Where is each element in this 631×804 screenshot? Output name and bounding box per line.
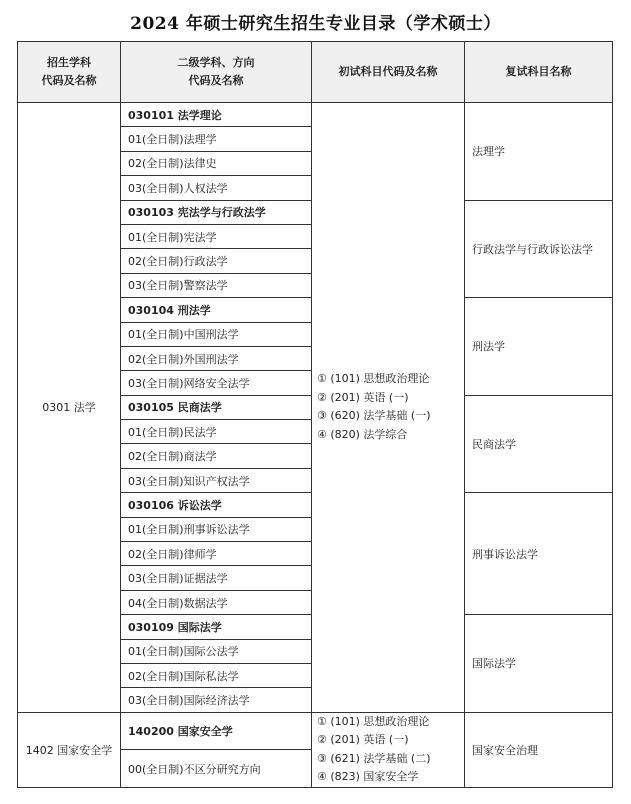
header-retest: 复试科目名称 <box>465 42 613 103</box>
direction-cell: 01(全日制)刑事诉讼法学 <box>121 517 312 541</box>
subdiscipline-code: 030105 民商法学 <box>121 395 312 419</box>
retest-cell: 行政法学与行政诉讼法学 <box>465 200 613 298</box>
header-subdiscipline <box>121 42 312 103</box>
table-row <box>18 712 613 750</box>
exam-subject: ④ (820) 法学综合 <box>317 427 408 441</box>
direction-cell: 00(全日制)不区分研究方向 <box>121 750 312 788</box>
major-cell: 1402 国家安全学 <box>18 712 121 787</box>
exam-subject: ④ (823) 国家安全学 <box>317 770 419 784</box>
direction-cell: 03(全日制)警察法学 <box>121 273 312 297</box>
major-cell: 0301 法学 <box>18 103 121 713</box>
exam-subject: ② (201) 英语 (一) <box>317 390 409 404</box>
direction-cell: 02(全日制)商法学 <box>121 444 312 468</box>
header-major-line1: 招生学科 <box>47 56 91 69</box>
subdiscipline-code: 140200 国家安全学 <box>121 712 312 750</box>
direction-cell: 01(全日制)宪法学 <box>121 224 312 248</box>
direction-cell: 02(全日制)外国刑法学 <box>121 346 312 370</box>
header-initial-exam: 初试科目代码及名称 <box>312 42 465 103</box>
direction-cell: 02(全日制)律师学 <box>121 542 312 566</box>
direction-cell: 03(全日制)人权法学 <box>121 176 312 200</box>
retest-cell: 刑法学 <box>465 298 613 396</box>
retest-cell: 刑事诉讼法学 <box>465 493 613 615</box>
direction-cell: 02(全日制)国际私法学 <box>121 663 312 687</box>
direction-cell: 03(全日制)证据法学 <box>121 566 312 590</box>
header-major <box>18 42 121 103</box>
subdiscipline-code: 030103 宪法学与行政法学 <box>121 200 312 224</box>
retest-cell: 国际法学 <box>465 615 613 713</box>
direction-cell: 01(全日制)国际公法学 <box>121 639 312 663</box>
direction-cell: 04(全日制)数据法学 <box>121 590 312 614</box>
direction-cell: 02(全日制)行政法学 <box>121 249 312 273</box>
initial-exam-cell <box>312 103 465 713</box>
direction-cell: 01(全日制)民法学 <box>121 420 312 444</box>
retest-cell: 国家安全治理 <box>465 712 613 787</box>
initial-exam-cell <box>312 712 465 787</box>
subdiscipline-code: 030106 诉讼法学 <box>121 493 312 517</box>
exam-subject: ③ (621) 法学基础 (二) <box>317 751 431 765</box>
header-sub-line2: 代码及名称 <box>188 74 244 87</box>
subdiscipline-code: 030109 国际法学 <box>121 615 312 639</box>
direction-cell: 01(全日制)中国刑法学 <box>121 322 312 346</box>
exam-subject: ① (101) 思想政治理论 <box>317 372 430 386</box>
page-title: 2024 年硕士研究生招生专业目录（学术硕士） <box>130 14 501 34</box>
table-row <box>18 103 613 127</box>
subdiscipline-code: 030101 法学理论 <box>121 103 312 127</box>
direction-cell: 02(全日制)法律史 <box>121 151 312 175</box>
admissions-table <box>17 41 613 788</box>
subdiscipline-code: 030104 刑法学 <box>121 298 312 322</box>
header-major-line2: 代码及名称 <box>41 74 97 87</box>
retest-cell: 法理学 <box>465 103 613 201</box>
direction-cell: 03(全日制)网络安全法学 <box>121 371 312 395</box>
security-section <box>18 712 613 787</box>
direction-cell: 01(全日制)法理学 <box>121 127 312 151</box>
header-sub-line1: 二级学科、方向 <box>177 56 255 69</box>
header-row <box>18 42 613 103</box>
retest-cell: 民商法学 <box>465 395 613 493</box>
law-section <box>18 103 613 713</box>
exam-subject: ③ (620) 法学基础 (一) <box>317 409 431 423</box>
direction-cell: 03(全日制)国际经济法学 <box>121 688 312 712</box>
exam-subject: ② (201) 英语 (一) <box>317 733 409 747</box>
exam-subject: ① (101) 思想政治理论 <box>317 714 430 728</box>
direction-cell: 03(全日制)知识产权法学 <box>121 468 312 492</box>
